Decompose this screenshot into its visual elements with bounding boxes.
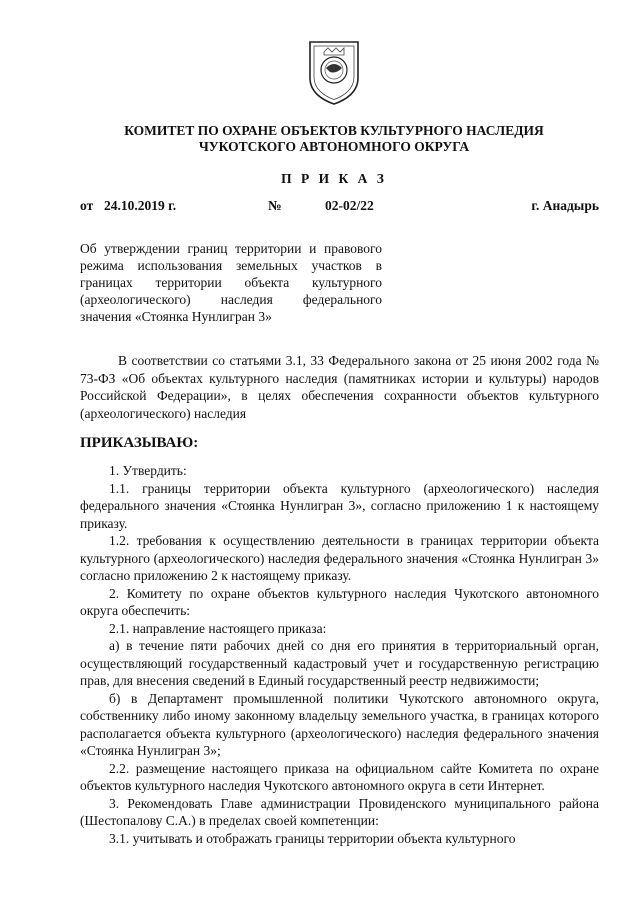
order-item: 2. Комитету по охране объектов культурного наследия Чукотского автономного округа обеспечить: xyxy=(80,585,599,618)
number-sign: № xyxy=(268,198,282,213)
date-from-label: от xyxy=(80,198,94,213)
order-item: 1.2. требования к осуществлению деятельности в границах территории объекта культурного (археологического) наследия федерального значения «Стоянка Нунлигран 3» согласно приложению 2 к настоящему приказу. xyxy=(80,533,599,583)
order-item: 1. Утвердить: xyxy=(109,463,187,478)
organization-name-line2: ЧУКОТСКОГО АВТОНОМНОГО ОКРУГА xyxy=(198,139,470,154)
order-number: 02-02/22 xyxy=(325,198,374,213)
order-item: 2.1. направление настоящего приказа: xyxy=(109,620,327,636)
document-type-title: П Р И К А З xyxy=(281,171,387,186)
organization-name-line1: КОМИТЕТ ПО ОХРАНЕ ОБЪЕКТОВ КУЛЬТУРНОГО НАСЛЕДИЯ xyxy=(124,123,544,138)
order-directive-heading: ПРИКАЗЫВАЮ: xyxy=(80,435,199,451)
order-date: 24.10.2019 г. xyxy=(104,198,177,213)
order-item: б) в Департамент промышленной политики Чукотского автономного округа, собственнику либо иному законному владельцу земельного участка, в границах которого располагается объекта культурного (археологического) наследия федерального значения «Стоянка Нунлигран 3»; xyxy=(80,690,599,758)
order-item: 3.1. учитывать и отображать границы территории объекта культурного xyxy=(109,830,516,846)
order-item: 2.2. размещение настоящего приказа на официальном сайте Комитета по охране объектов культурного наследия Чукотского автономного округа в сети Интернет. xyxy=(80,760,599,793)
order-item: 3. Рекомендовать Главе администрации Провиденского муниципального района (Шестопалову С.А.) в пределах своей компетенции: xyxy=(80,795,599,828)
order-item: 1.1. границы территории объекта культурного (археологического) наследия федерального значения «Стоянка Нунлигран 3», согласно приложению 1 к настоящему приказу. xyxy=(80,480,599,531)
preamble-paragraph xyxy=(80,352,599,422)
order-items xyxy=(80,462,599,847)
preamble-text: В соответствии со статьями 3.1, 33 Федерального закона от 25 июня 2002 года № 73-ФЗ «Об объектах культурного наследия (памятниках истории и культуры) народов Российской Федерации», в целях обеспечения сохранности объектов культурного (археологического) наследия xyxy=(80,353,599,421)
coat-of-arms-emblem-icon xyxy=(306,38,362,106)
order-item: а) в течение пяти рабочих дней со дня его принятия в территориальный орган, осуществляющий государственный кадастровый учет и государственную регистрацию прав, для внесения сведений в Единый государственный реестр недвижимости; xyxy=(80,638,599,688)
city-name: г. Анадырь xyxy=(531,198,599,213)
order-subject: Об утверждении границ территории и правового режима использования земельных участков в границах территории объекта культурного (археологического) наследия федерального значения «Стоянка Нунлигран 3» xyxy=(80,241,382,324)
